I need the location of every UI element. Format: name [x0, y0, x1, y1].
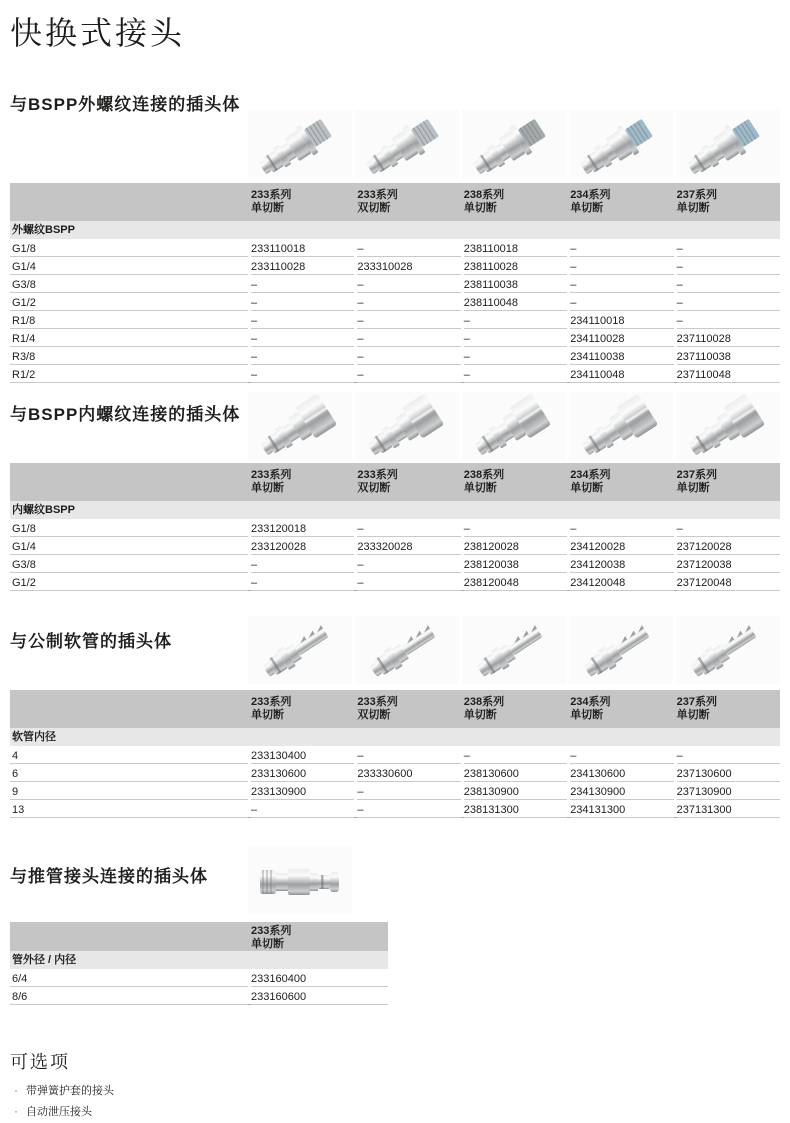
part-number: – [357, 329, 460, 347]
part-number: – [677, 746, 780, 764]
group-band: 外螺纹BSPP [10, 221, 780, 239]
part-number: – [677, 293, 780, 311]
column-header: 237系列 单切断 [676, 469, 717, 494]
product-photo-233-single-barb [248, 616, 352, 684]
part-number: 233130900 [251, 782, 354, 800]
part-number: 234110048 [570, 365, 673, 383]
part-number: 238120028 [464, 537, 567, 555]
part-number: 233130600 [251, 764, 354, 782]
part-number: 234110028 [570, 329, 673, 347]
part-number: 238131300 [464, 800, 567, 818]
column-header: 237系列 单切断 [676, 696, 717, 721]
column-header: 233系列 单切断 [251, 469, 292, 494]
part-number: 233160400 [251, 969, 388, 987]
table-header-row [10, 690, 780, 728]
options-heading: 可选项 [10, 1052, 70, 1072]
table-header-row [10, 463, 780, 501]
part-number: – [570, 257, 673, 275]
group-band: 内螺纹BSPP [10, 501, 780, 519]
row-label: 6/4 [10, 969, 248, 987]
part-number: 233110028 [251, 257, 354, 275]
page-title: 快换式接头 [10, 15, 186, 51]
part-number: – [570, 275, 673, 293]
part-number: – [357, 293, 460, 311]
table-row [10, 782, 780, 800]
part-number: 238120048 [464, 573, 567, 591]
part-number: 237131300 [677, 800, 780, 818]
part-number: 237130900 [677, 782, 780, 800]
part-number: – [251, 293, 354, 311]
column-header: 234系列 单切断 [570, 189, 611, 214]
part-number: 234110018 [570, 311, 673, 329]
table-row [10, 764, 780, 782]
section-heading-bspp-male: 与BSPP外螺纹连接的插头体 [10, 95, 241, 114]
table-row [10, 311, 780, 329]
product-photo-233-single-male [248, 110, 352, 178]
option-item-auto-vent: · 自动泄压接头 [14, 1104, 92, 1118]
part-number: – [570, 746, 673, 764]
part-number: – [251, 329, 354, 347]
part-number: – [251, 275, 354, 293]
row-label: G1/2 [10, 573, 248, 591]
part-number: – [251, 311, 354, 329]
part-number: 233110018 [251, 239, 354, 257]
part-number: – [357, 365, 460, 383]
part-number: – [464, 746, 567, 764]
part-number: 233320028 [357, 537, 460, 555]
part-number: 238130900 [464, 782, 567, 800]
column-header: 238系列 单切断 [463, 469, 505, 494]
column-header: 233系列 单切断 [251, 189, 292, 214]
row-label: R1/8 [10, 311, 248, 329]
part-number: 234120048 [570, 573, 673, 591]
row-label: G1/8 [10, 519, 248, 537]
table-row [10, 555, 780, 573]
product-photo-238-single-male [462, 110, 566, 178]
part-number: 238120038 [464, 555, 567, 573]
part-number: 234110038 [570, 347, 673, 365]
part-number: 237110038 [677, 347, 780, 365]
table-row [10, 329, 780, 347]
part-number: 237120048 [677, 573, 780, 591]
row-label: G1/8 [10, 239, 248, 257]
row-label: R1/2 [10, 365, 248, 383]
row-label: G1/4 [10, 257, 248, 275]
table-row [10, 573, 780, 591]
row-label: 13 [10, 800, 248, 818]
product-photo-237-single-male [676, 110, 780, 178]
row-label: G3/8 [10, 555, 248, 573]
part-number: – [251, 555, 354, 573]
part-number: – [357, 573, 460, 591]
table-push-in [10, 922, 388, 1005]
part-number: – [357, 746, 460, 764]
part-number: – [251, 573, 354, 591]
table-row [10, 275, 780, 293]
row-label: 9 [10, 782, 248, 800]
part-number: – [464, 329, 567, 347]
column-header: 237系列 单切断 [676, 189, 717, 214]
row-label: G1/2 [10, 293, 248, 311]
part-number: – [251, 800, 354, 818]
part-number: – [251, 347, 354, 365]
column-header: 233系列 双切断 [357, 189, 398, 214]
product-photo-234-single-female [569, 392, 673, 460]
column-header: 233系列 双切断 [357, 696, 398, 721]
part-number: – [464, 365, 567, 383]
row-label: R1/4 [10, 329, 248, 347]
table-row [10, 365, 780, 383]
part-number: – [677, 311, 780, 329]
table-bspp-female [10, 463, 780, 591]
part-number: – [570, 519, 673, 537]
section-heading-bspp-female: 与BSPP内螺纹连接的插头体 [10, 405, 241, 424]
part-number: 237120038 [677, 555, 780, 573]
table-header-row [10, 922, 388, 951]
product-photo-234-single-male [569, 110, 673, 178]
part-number: 233120018 [251, 519, 354, 537]
product-photo-233-single-female [248, 392, 352, 460]
part-number: 238110048 [464, 293, 567, 311]
product-photo-234-single-barb [569, 616, 673, 684]
bullet-icon: · [14, 1104, 18, 1118]
bullet-icon: · [14, 1083, 18, 1097]
part-number: 234120028 [570, 537, 673, 555]
table-row [10, 239, 780, 257]
part-number: – [357, 555, 460, 573]
table-row [10, 969, 388, 987]
part-number: 234130900 [570, 782, 673, 800]
product-photo-237-single-female [676, 392, 780, 460]
part-number: 238110028 [464, 257, 567, 275]
row-label: G1/4 [10, 537, 248, 555]
part-number: – [464, 347, 567, 365]
part-number: 233310028 [357, 257, 460, 275]
product-photo-233-double-male [355, 110, 459, 178]
table-metric-hose [10, 690, 780, 818]
part-number: 234120038 [570, 555, 673, 573]
part-number: – [464, 519, 567, 537]
product-photo-238-single-female [462, 392, 566, 460]
part-number: 238110018 [464, 239, 567, 257]
table-row [10, 293, 780, 311]
part-number: – [570, 293, 673, 311]
row-label: 6 [10, 764, 248, 782]
part-number: 233330600 [357, 764, 460, 782]
row-label: R3/8 [10, 347, 248, 365]
part-number: – [570, 239, 673, 257]
part-number: 237110048 [677, 365, 780, 383]
part-number: – [677, 275, 780, 293]
row-label: 4 [10, 746, 248, 764]
part-number: 237110028 [677, 329, 780, 347]
table-row [10, 800, 780, 818]
table-row [10, 987, 388, 1005]
part-number: – [677, 239, 780, 257]
section-heading-push-in: 与推管接头连接的插头体 [10, 867, 208, 886]
part-number: – [677, 519, 780, 537]
table-row [10, 537, 780, 555]
part-number: 233130400 [251, 746, 354, 764]
product-photo-233-double-barb [355, 616, 459, 684]
part-number: – [677, 257, 780, 275]
part-number: – [464, 311, 567, 329]
part-number: 233160600 [251, 987, 388, 1005]
product-photo-233-push-in [248, 846, 352, 914]
column-header: 238系列 单切断 [463, 189, 505, 214]
part-number: 234130600 [570, 764, 673, 782]
column-header: 238系列 单切断 [463, 696, 505, 721]
part-number: 237120028 [677, 537, 780, 555]
part-number: 237130600 [677, 764, 780, 782]
table-bspp-male [10, 183, 780, 383]
part-number: – [357, 800, 460, 818]
option-item-spring-sleeve: · 带弹簧护套的接头 [14, 1083, 114, 1097]
column-header: 234系列 单切断 [570, 696, 611, 721]
part-number: 233120028 [251, 537, 354, 555]
product-photo-237-single-barb [676, 616, 780, 684]
part-number: – [251, 365, 354, 383]
column-header: 233系列 单切断 [251, 925, 292, 950]
part-number: – [357, 275, 460, 293]
column-header: 234系列 单切断 [570, 469, 611, 494]
table-row [10, 746, 780, 764]
column-header: 233系列 单切断 [251, 696, 292, 721]
part-number: – [357, 347, 460, 365]
product-photo-233-double-female [355, 392, 459, 460]
part-number: – [357, 519, 460, 537]
row-label: 8/6 [10, 987, 248, 1005]
column-header: 233系列 双切断 [357, 469, 398, 494]
group-band: 软管内径 [10, 728, 780, 746]
part-number: 234131300 [570, 800, 673, 818]
part-number: – [357, 311, 460, 329]
table-row [10, 347, 780, 365]
table-row [10, 519, 780, 537]
product-photo-238-single-barb [462, 616, 566, 684]
part-number: – [357, 239, 460, 257]
section-heading-metric-hose: 与公制软管的插头体 [10, 632, 172, 651]
table-header-row [10, 183, 780, 221]
table-row [10, 257, 780, 275]
part-number: – [357, 782, 460, 800]
part-number: 238130600 [464, 764, 567, 782]
part-number: 238110038 [464, 275, 567, 293]
row-label: G3/8 [10, 275, 248, 293]
group-band: 管外径 / 内径 [10, 951, 388, 969]
